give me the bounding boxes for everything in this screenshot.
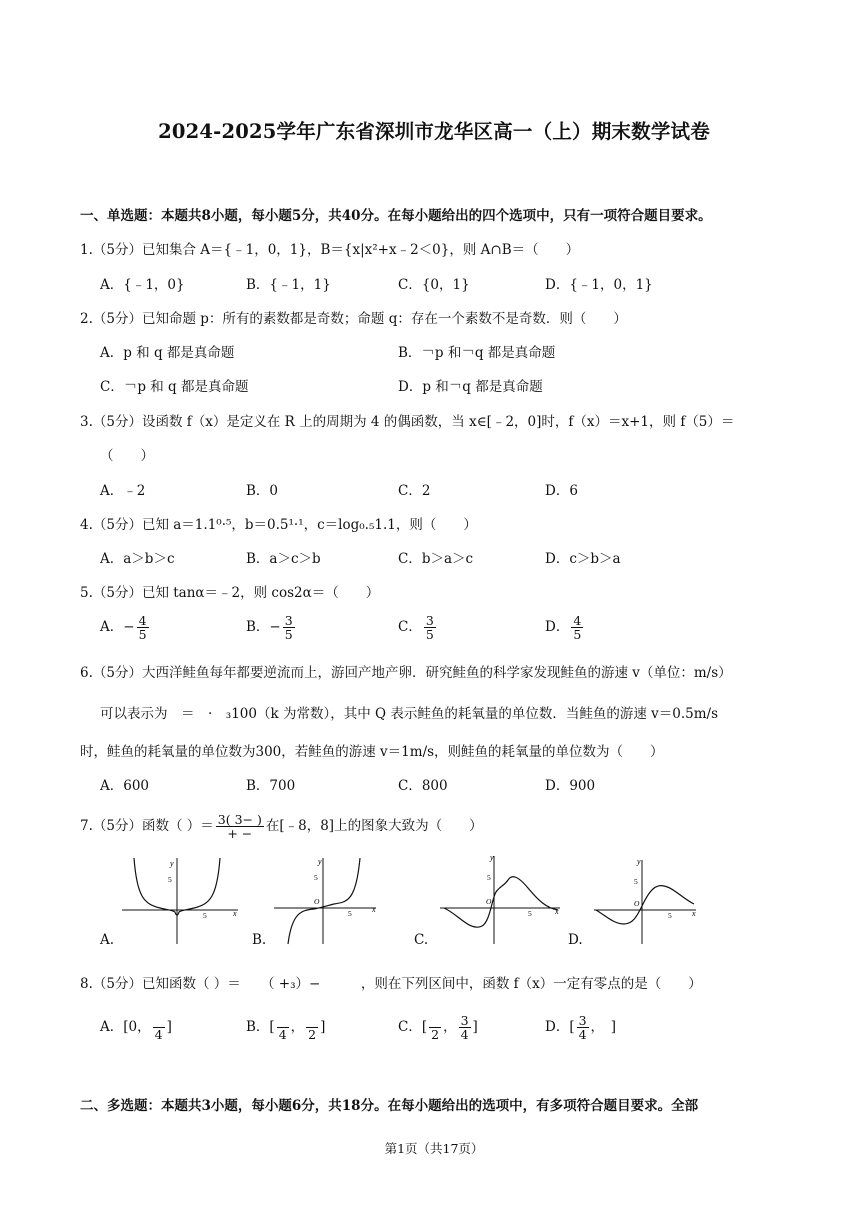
x-axis-label: x	[555, 907, 559, 916]
q2-option-c: C．￢p 和 q 都是真命题	[100, 379, 249, 395]
question-4-stem: 4.（5分）已知 a＝1.1⁰·⁵，b＝0.5¹·¹，c＝log₀.₅1.1，则（ ）	[80, 517, 477, 533]
q5-option-c: C． $\frac{3}{5}$	[398, 613, 434, 643]
q5-option-b: B．− $\frac{3}{5}$	[246, 613, 293, 643]
x-axis-label: x	[372, 905, 376, 914]
q6-option-b: B．700	[246, 778, 296, 794]
q7-graph-d	[592, 852, 702, 948]
q7-graph-b	[272, 852, 382, 948]
q1-option-c: C．{0，1}	[398, 277, 470, 293]
tick-5-x: 5	[203, 911, 207, 920]
page-footer: 第1页（共17页）	[384, 1141, 484, 1156]
q7-graph-a	[120, 852, 242, 948]
question-6-line-2: 可以表示为 ＝ · ₃100（k 为常数），其中 Q 表示鲑鱼的耗氧量的单位数．当鲑鱼的游速 v＝0.5m/s	[100, 706, 719, 722]
origin-label: O	[314, 897, 320, 906]
question-5-stem: 5.（5分）已知 tanα＝﹣2，则 cos2α＝（ ）	[80, 585, 380, 601]
q1-option-a: A．{﹣1，0}	[100, 277, 185, 293]
question-6-line-1: 6.（5分）大西洋鲑鱼每年都要逆流而上，游回产地产卵．研究鲑鱼的科学家发现鲑鱼的游速 v（单位：m/s）	[80, 665, 732, 681]
section-single-choice: 一、单选题：本题共8小题，每小题5分，共40分。在每小题给出的四个选项中，只有一项符合题目要求。	[80, 208, 712, 224]
q1-option-d: D．{﹣1，0，1}	[545, 277, 653, 293]
q7-option-c-label: C.	[414, 932, 429, 948]
q6-option-c: C．800	[398, 778, 448, 794]
q6-option-a: A．600	[100, 778, 150, 794]
q5-option-d: D． $\frac{4}{5}$	[545, 613, 582, 643]
tick-5-y: 5	[314, 873, 318, 882]
origin-label: O	[486, 897, 492, 906]
q7-graph-c	[438, 852, 564, 948]
q7-option-a-label: A.	[100, 932, 115, 948]
q5-option-a: A．− $\frac{4}{5}$	[100, 613, 147, 643]
q7-option-b-label: B.	[252, 932, 267, 948]
q7-option-d-label: D.	[568, 932, 583, 948]
question-1-stem: 1.（5分）已知集合 A＝{﹣1，0，1}，B＝{x|x²+x﹣2＜0}，则 A∩B＝（ ）	[80, 242, 580, 258]
q8-option-a: A．[0， 4 ]	[100, 1014, 172, 1041]
q6-option-d: D．900	[545, 778, 596, 794]
q3-option-d: D．6	[545, 483, 578, 499]
q1-option-b: B．{﹣1，1}	[246, 277, 331, 293]
tick-5-y: 5	[634, 877, 638, 886]
tick-5-x: 5	[348, 909, 352, 918]
origin-label: O	[634, 899, 640, 908]
q3-option-c: C．2	[398, 483, 431, 499]
x-axis-label: x	[692, 909, 696, 918]
q2-option-d: D．p 和￢q 都是真命题	[398, 379, 543, 395]
question-2-stem: 2.（5分）已知命题 p：所有的素数都是奇数；命题 q：存在一个素数不是奇数．则（ ）	[80, 311, 627, 327]
section-multiple-choice: 二、多选题：本题共3小题，每小题6分，共18分。在每小题给出的选项中，有多项符合题目要求。全部	[80, 1098, 699, 1114]
q2-option-b: B．￢p 和￢q 都是真命题	[398, 345, 556, 361]
tick-5-x: 5	[528, 909, 532, 918]
y-axis-label: y	[318, 857, 322, 866]
question-3-stem-cont: （ ）	[100, 448, 154, 464]
x-axis-label: x	[233, 909, 237, 918]
q3-option-a: A．﹣2	[100, 483, 146, 499]
q8-option-d: D．[ $\frac{3}{4}$ ， ]	[545, 1013, 617, 1043]
tick-5-y: 5	[168, 875, 172, 884]
y-axis-label: y	[170, 859, 174, 868]
q4-option-b: B．a＞c＞b	[246, 551, 321, 567]
y-axis-label: y	[637, 857, 641, 866]
q8-option-b: B．[ 4 ， 2 ]	[246, 1014, 325, 1041]
q2-option-a: A．p 和 q 都是真命题	[100, 345, 235, 361]
q8-option-c: C．[ 2 ， $\frac{3}{4}$ ]	[398, 1013, 478, 1043]
q3-option-b: B．0	[246, 483, 279, 499]
page-title: 2024-2025学年广东省深圳市龙华区高一（上）期末数学试卷	[158, 120, 710, 143]
y-axis-label: y	[490, 853, 494, 862]
q4-option-c: C．b＞a＞c	[398, 551, 474, 567]
tick-5-y: 5	[487, 873, 491, 882]
question-7-stem: 7.（5分）函数（ ）＝ $\frac{3( 3- )}{+ -}$ 在[﹣8，8]上的图象大致为（ ）	[80, 812, 483, 842]
question-3-stem: 3.（5分）设函数 f（x）是定义在 R 上的周期为 4 的偶函数，当 x∈[﹣2，0]时，f（x）＝x+1，则 f（5）＝	[80, 414, 735, 430]
q4-option-a: A．a＞b＞c	[100, 551, 175, 567]
tick-5-x: 5	[668, 911, 672, 920]
q4-option-d: D．c＞b＞a	[545, 551, 621, 567]
question-8-stem: 8.（5分）已知函数（ ）＝ （ +₃）− ，则在下列区间中，函数 f（x）一定有零点的是（ ）	[80, 976, 702, 992]
question-6-line-3: 时，鲑鱼的耗氧量的单位数为300，若鲑鱼的游速 v＝1m/s，则鲑鱼的耗氧量的单位数为（ ）	[80, 744, 664, 760]
